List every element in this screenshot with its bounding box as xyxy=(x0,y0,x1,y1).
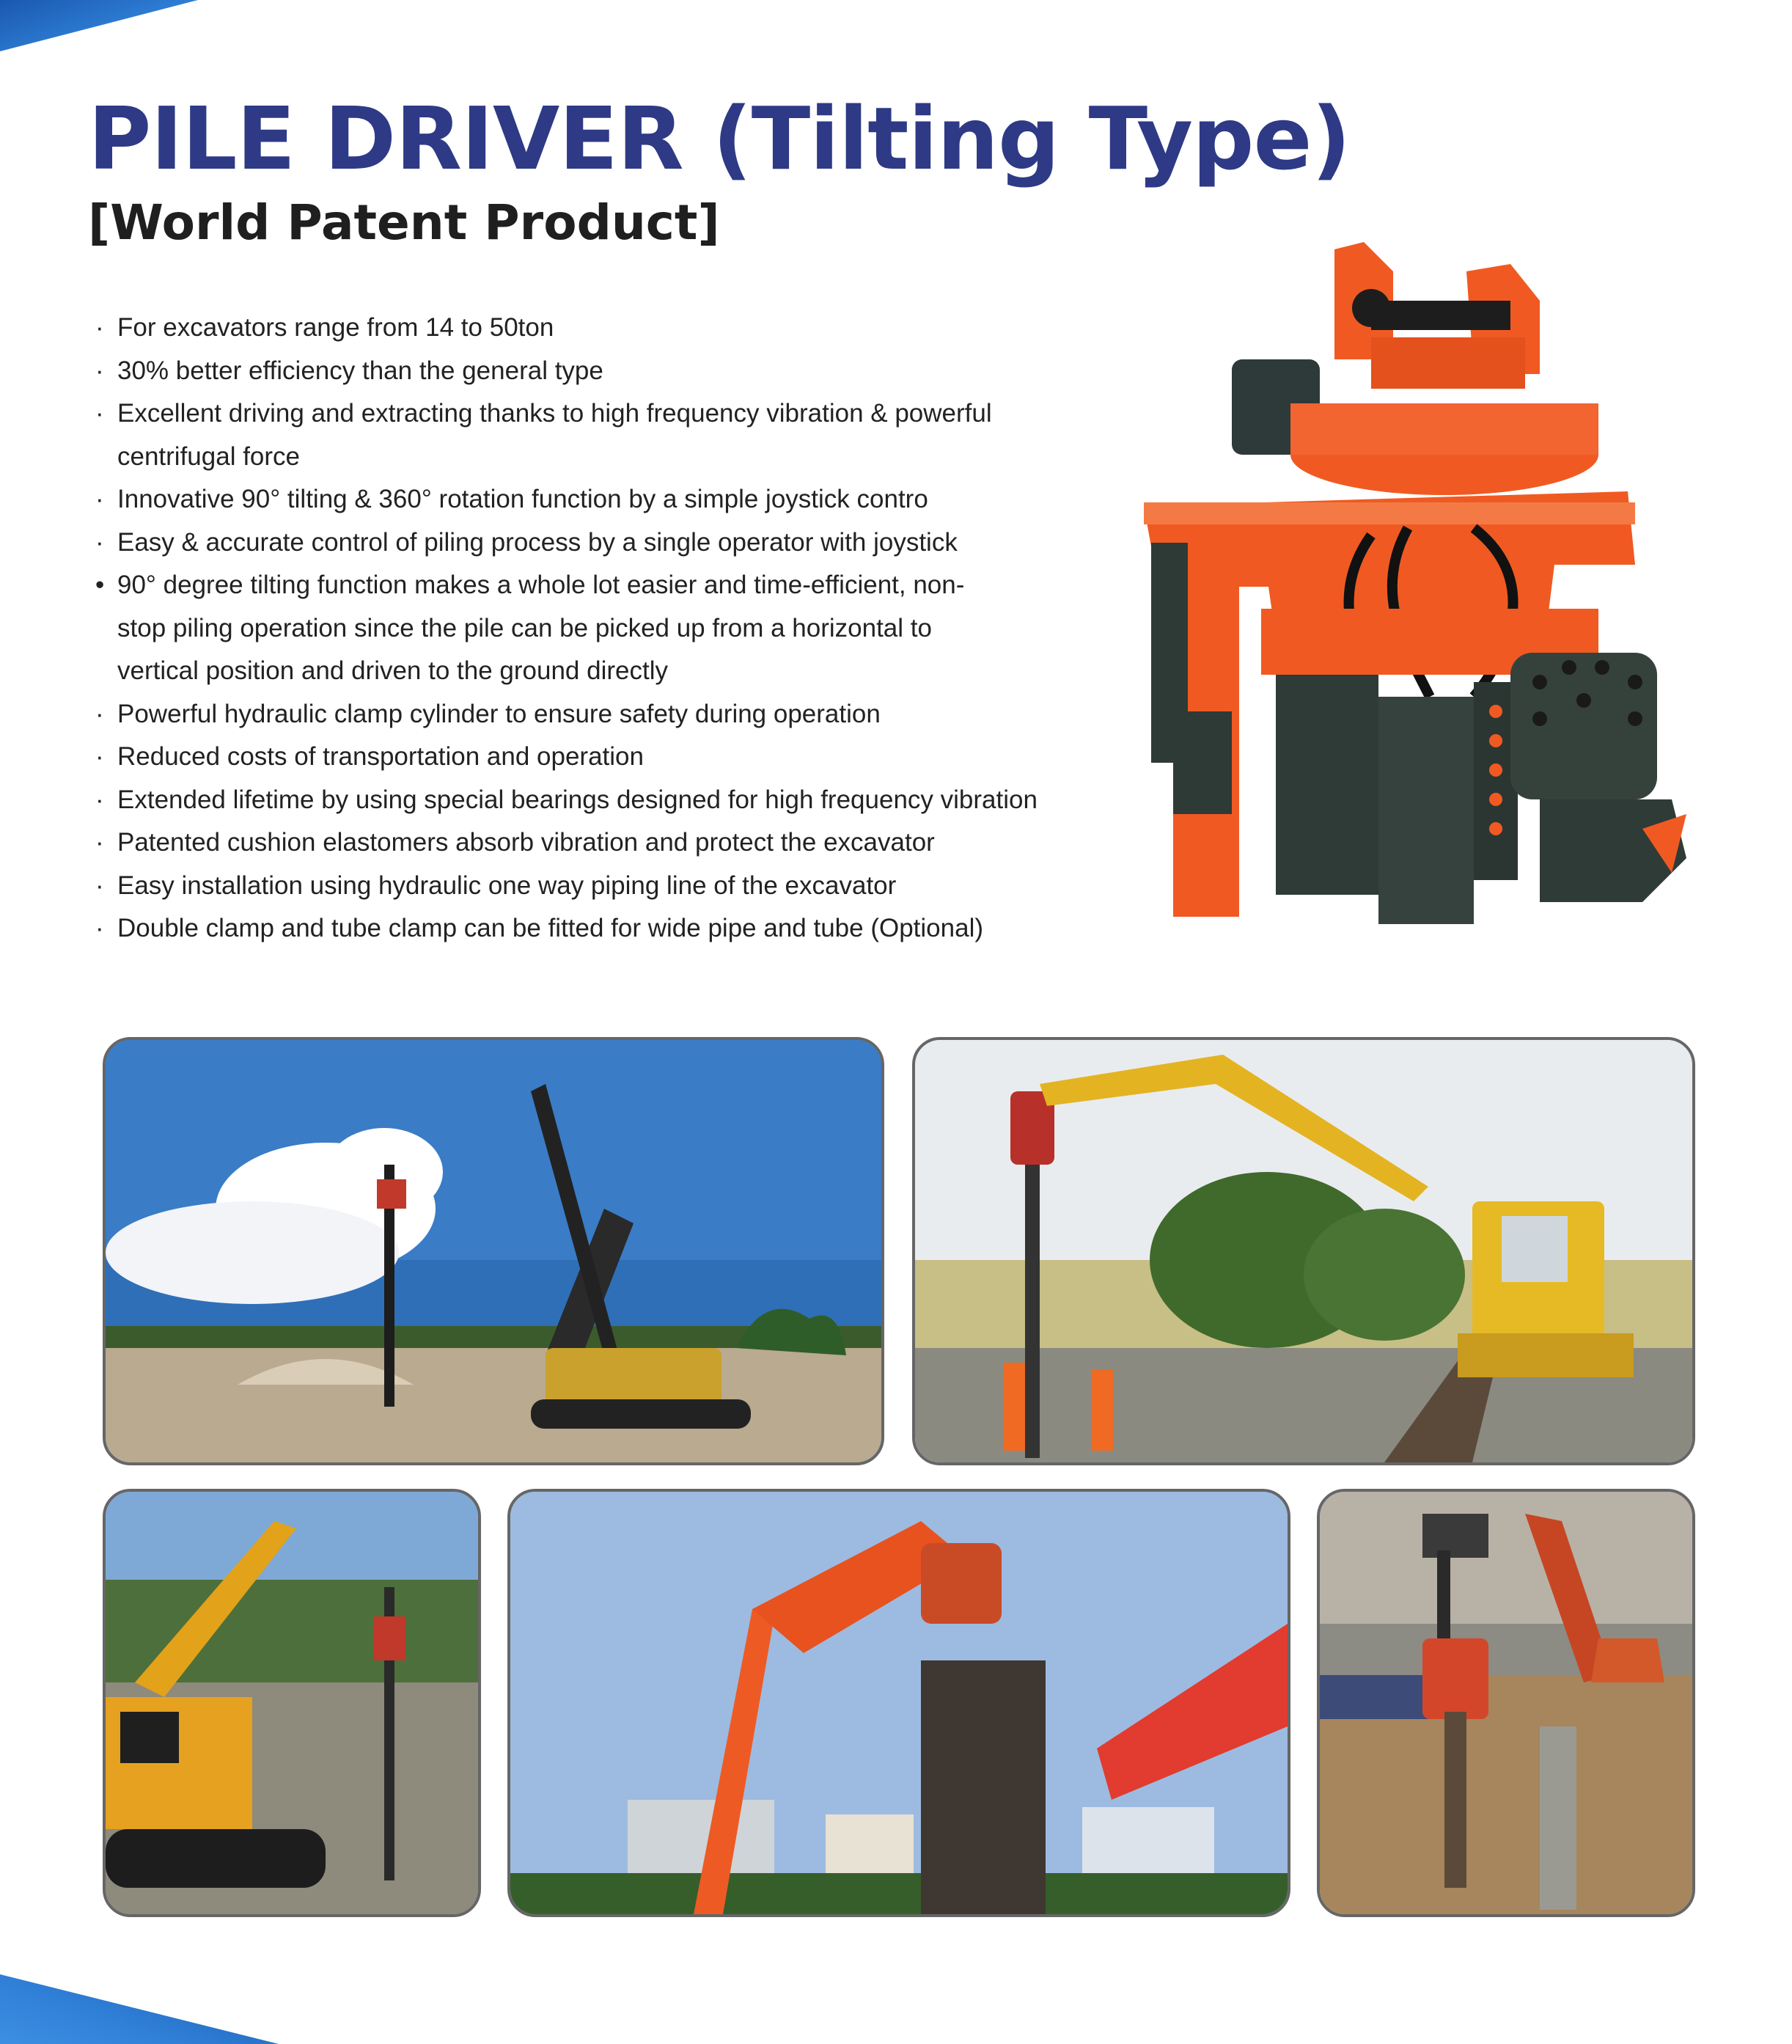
product-image xyxy=(1129,242,1701,961)
feature-text: Reduced costs of transportation and operation xyxy=(117,742,644,771)
feature-item xyxy=(95,865,1136,908)
feature-item xyxy=(95,821,1136,865)
feature-text: Excellent driving and extracting thanks to high frequency vibration & powerful xyxy=(117,399,992,428)
feature-text: vertical position and driven to the ground directly xyxy=(117,656,668,685)
feature-text: Double clamp and tube clamp can be fitted for wide pipe and tube (Optional) xyxy=(117,914,983,942)
feature-item xyxy=(95,436,1136,479)
feature-text: Easy & accurate control of piling process by a single operator with joystick xyxy=(117,527,958,557)
corner-decoration-bottom xyxy=(0,1974,279,2044)
feature-item xyxy=(95,307,1136,350)
feature-text: Powerful hydraulic clamp cylinder to ensure safety during operation xyxy=(117,699,881,728)
bullet-point: · xyxy=(95,356,104,385)
feature-item xyxy=(95,907,1136,950)
corner-decoration-top xyxy=(0,0,198,51)
bullet-point: · xyxy=(95,485,104,513)
feature-text: Easy installation using hydraulic one way piping line of the excavator xyxy=(117,871,897,900)
feature-text: 90° degree tilting function makes a whole lot easier and time-efficient, non- xyxy=(117,571,965,599)
feature-item xyxy=(95,693,1136,736)
feature-item xyxy=(95,392,1136,436)
feature-text: stop piling operation since the pile can be picked up from a horizontal to xyxy=(117,613,932,642)
page-title: PILE DRIVER (Tilting Type) xyxy=(88,88,1351,189)
feature-item xyxy=(95,521,1136,565)
feature-item xyxy=(95,564,1136,607)
photo-construction-site xyxy=(103,1037,884,1465)
bullet-point: · xyxy=(95,914,104,942)
feature-item xyxy=(95,350,1136,393)
bullet-point: · xyxy=(95,742,104,771)
bullet-point: · xyxy=(95,527,104,557)
feature-item xyxy=(95,736,1136,779)
bullet-point: · xyxy=(95,828,104,857)
feature-item xyxy=(95,650,1136,693)
bullet-point: · xyxy=(95,785,104,814)
photo-sheet-pile-driving xyxy=(507,1489,1290,1917)
feature-text: For excavators range from 14 to 50ton xyxy=(117,313,554,342)
bullet-point: · xyxy=(95,399,104,428)
feature-item xyxy=(95,478,1136,521)
feature-item xyxy=(95,779,1136,822)
feature-text: Patented cushion elastomers absorb vibration and protect the excavator xyxy=(117,828,935,857)
feature-list xyxy=(95,307,1136,950)
bullet-point: · xyxy=(95,699,104,728)
photo-crawler-excavator xyxy=(103,1489,481,1917)
page-subtitle: [World Patent Product] xyxy=(88,194,720,251)
bullet-point: • xyxy=(95,571,105,599)
feature-text: Extended lifetime by using special bearings designed for high frequency vibration xyxy=(117,785,1038,814)
feature-item xyxy=(95,607,1136,651)
bullet-point: · xyxy=(95,871,104,900)
photo-barge-operation xyxy=(1317,1489,1695,1917)
feature-text: 30% better efficiency than the general type xyxy=(117,356,603,385)
feature-text: centrifugal force xyxy=(117,442,301,471)
bullet-point: · xyxy=(95,313,104,342)
photo-rail-excavator xyxy=(912,1037,1695,1465)
feature-text: Innovative 90° tilting & 360° rotation function by a simple joystick contro xyxy=(117,485,928,513)
